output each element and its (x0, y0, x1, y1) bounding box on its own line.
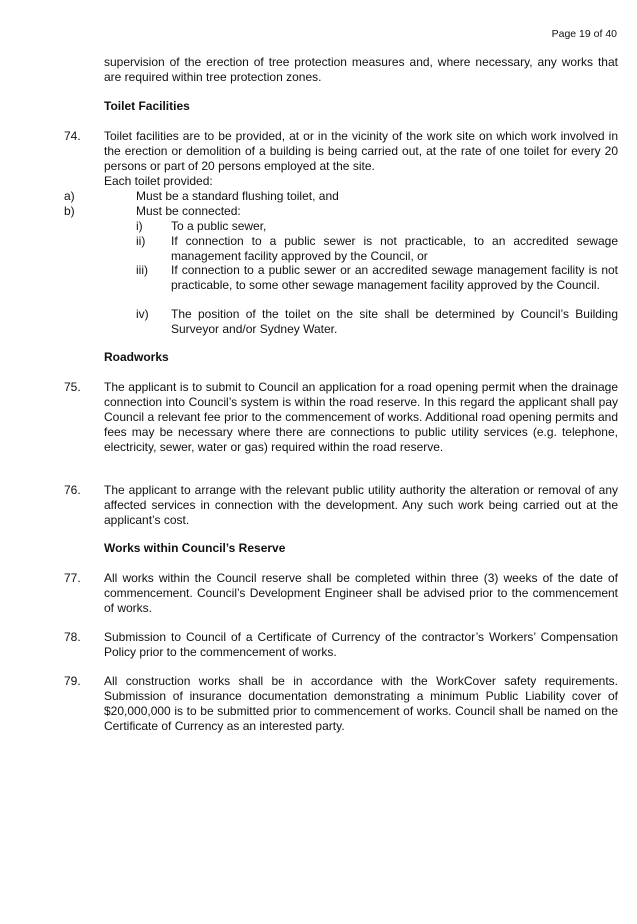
condition-number-74: 74. (64, 129, 81, 143)
page-number: Page 19 of 40 (551, 28, 617, 40)
sublist-label-iv: iv) (136, 307, 149, 321)
condition-number-75: 75. (64, 380, 81, 394)
condition-number-76: 76. (64, 483, 81, 497)
condition-text-78: Submission to Council of a Certificate of Currency of the contractor’s Workers’ Compensation Policy prior to the commencement of works. (104, 630, 618, 659)
condition-74-lead-in: Each toilet provided: (104, 174, 213, 188)
section-heading-works-within-reserve: Works within Council’s Reserve (104, 541, 286, 555)
sublist-item-iii: If connection to a public sewer or an accredited sewage management facility is not practicable, to some other sewage management facility approved by the Council. (171, 263, 618, 292)
list-item-b: Must be connected: (136, 204, 241, 218)
sublist-label-i: i) (136, 219, 143, 233)
condition-text-75: The applicant is to submit to Council an application for a road opening permit when the drainage connection into Council’s system is within the road reserve. In this regard the applicant shall pay Council a relevant fee prior to the commencement of works. Additional road opening permits and fees may be necessary where there are connections to public utility services (e.g. telephone, electricity, sewer, water or gas) required within the road reserve. (104, 380, 618, 454)
condition-text-79: All construction works shall be in accordance with the WorkCover safety requirements. Submission of insurance documentation demonstrating a minimum Public Liability cover of $20,000,000 is to be submitted prior to commencement of works. Council shall be named on the Certificate of Currency as an interested party. (104, 674, 618, 733)
section-heading-toilet-facilities: Toilet Facilities (104, 99, 190, 113)
condition-number-79: 79. (64, 674, 81, 688)
section-heading-roadworks: Roadworks (104, 350, 169, 364)
sublist-item-ii: If connection to a public sewer is not practicable, to an accredited sewage management facility approved by the Council, or (171, 234, 618, 263)
list-label-b: b) (64, 204, 75, 218)
condition-text-74: Toilet facilities are to be provided, at or in the vicinity of the work site on which work involved in the erection or demolition of a building is being carried out, at the rate of one toilet for every 20 persons or part of 20 persons employed at the site. (104, 129, 618, 173)
sublist-item-iv: The position of the toilet on the site shall be determined by Council’s Building Surveyor and/or Sydney Water. (171, 307, 618, 336)
intro-continuation-paragraph: supervision of the erection of tree protection measures and, where necessary, any works that are required within tree protection zones. (104, 55, 618, 84)
condition-text-76: The applicant to arrange with the relevant public utility authority the alteration or removal of any affected services in connection with the development. Any such work being carried out at the applicant’s cost. (104, 483, 618, 527)
list-label-a: a) (64, 189, 75, 203)
condition-text-77: All works within the Council reserve shall be completed within three (3) weeks of the date of commencement. Council’s Development Engineer shall be advised prior to the commencement of works. (104, 571, 618, 615)
sublist-label-iii: iii) (136, 263, 148, 277)
sublist-item-i: To a public sewer, (171, 219, 267, 233)
condition-number-77: 77. (64, 571, 81, 585)
list-item-a: Must be a standard flushing toilet, and (136, 189, 339, 203)
condition-number-78: 78. (64, 630, 81, 644)
sublist-label-ii: ii) (136, 234, 146, 248)
